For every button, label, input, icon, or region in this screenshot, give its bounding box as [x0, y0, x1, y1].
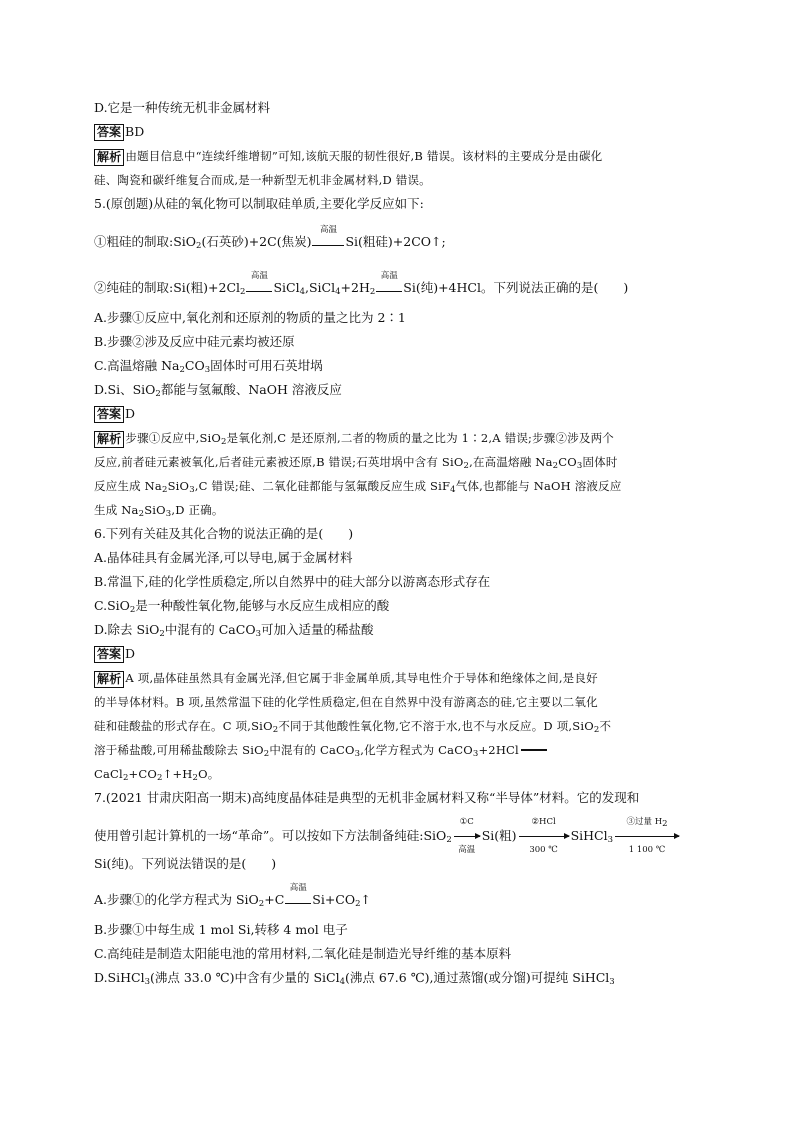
question-5-option-b: B.步骤②涉及反应中硅元素均被还原	[94, 334, 295, 349]
question-6-option-b: B.常温下,硅的化学性质稳定,所以自然界中的硅大部分以游离态形式存在	[94, 574, 491, 589]
explanation-label: 解析	[94, 431, 124, 448]
question-7-line-3: Si(纯)。下列说法错误的是( )	[94, 856, 277, 871]
question-5-reaction-1: ①粗硅的制取:SiO$_2$(石英砂)+2C(焦炭) 高温 Si(粗硅)+2CO↑;	[94, 225, 446, 251]
option-d-previous: D.它是一种传统无机非金属材料	[94, 100, 271, 115]
question-7-line-1: 7.(2021 甘肃庆阳高一期末)高纯度晶体硅是典型的无机非金属材料又称“半导体”材料。它的发现和	[94, 790, 640, 805]
question-7-line-2: 使用曾引起计算机的一场“革命”。可以按如下方法制备纯硅:SiO$_2$ ①C 高温 Si(粗) ②HCl 300 ℃ SiHCl$_3$ ③过量 $H_2$ 1 100 ℃	[94, 816, 706, 848]
answer-label: 答案	[94, 646, 124, 663]
explanation-4-line-2: 硅、陶瓷和碳纤维复合而成,是一种新型无机非金属材料,D 错误。	[94, 173, 431, 187]
answer-4	[94, 120, 706, 144]
explanation-5-line-4: 生成 $Na_2SiO_3,D$ 正确。	[94, 503, 224, 519]
explanation-6-line-3: 硅和硅酸盐的形式存在。C 项,SiO$_2$不同于其他酸性氧化物,它不溶于水,也不与水反应。D 项,SiO$_2$不	[94, 719, 612, 735]
explanation-6-line-5: $CaCl_2+CO_2↑+H_2O$。	[94, 767, 220, 783]
reaction-arrow: ②HCl 300 ℃	[519, 816, 569, 856]
question-7-option-d: D.SiHCl$_3$(沸点 33.0 ℃)中含有少量的 SiCl$_4$(沸点 67.6 ℃),通过蒸馏(或分馏)可提纯 SiHCl$_3$	[94, 970, 615, 987]
reaction-condition: 高温	[312, 237, 344, 250]
answer-value: D	[125, 406, 136, 421]
answer-6	[94, 642, 706, 666]
question-5-option-a: A.步骤①反应中,氧化剂和还原剂的物质的量之比为 2∶1	[94, 310, 406, 325]
question-7-option-c: C.高纯硅是制造太阳能电池的常用材料,二氧化硅是制造光导纤维的基本原料	[94, 946, 512, 961]
question-5-option-d: D.Si、SiO$_2$都能与氢氟酸、NaOH 溶液反应	[94, 382, 342, 399]
explanation-6-line-1: 解析 A 项,晶体硅虽然具有金属光泽,但它属于非金属单质,其导电性介于导体和绝缘体之间,是良好	[94, 666, 706, 690]
reaction-condition: 高温	[376, 283, 402, 296]
reaction-arrow: ①C 高温	[454, 816, 480, 856]
question-6-option-a: A.晶体硅具有金属光泽,可以导电,属于金属材料	[94, 550, 353, 565]
explanation-6-line-4: 溶于稀盐酸,可用稀盐酸除去 SiO$_2$中混有的 CaCO$_3$,化学方程式为 CaCO$_3$+2HCl	[94, 738, 706, 762]
reaction-condition: 高温	[246, 283, 272, 296]
reaction-arrow: ③过量 $H_2$ 1 100 ℃	[615, 816, 679, 856]
explanation-label: 解析	[94, 671, 124, 688]
question-5-option-c: C.高温熔融 $Na_2CO_3$固体时可用石英坩埚	[94, 358, 323, 375]
explanation-label: 解析	[94, 149, 124, 166]
answer-label: 答案	[94, 124, 124, 141]
explanation-4-line-1: 解析 由题目信息中“连续纤维增韧”可知,该航天服的韧性很好,B 错误。该材料的主要成分是由碳化	[94, 144, 706, 168]
answer-5	[94, 402, 706, 426]
explanation-5-line-3: 反应生成 $Na_2SiO_3,C$ 错误;硅、二氧化硅都能与氢氟酸反应生成 SiF$_4$气体,也都能与 NaOH 溶液反应	[94, 479, 622, 495]
question-6-option-c: C.SiO$_2$是一种酸性氧化物,能够与水反应生成相应的酸	[94, 598, 390, 615]
explanation-5-line-2: 反应,前者硅元素被氧化,后者硅元素被还原,B 错误;石英坩埚中含有 SiO$_2$,在高温熔融 $Na_2CO_3$固体时	[94, 455, 618, 471]
reaction-condition: 高温	[285, 895, 311, 908]
question-6-stem: 6.下列有关硅及其化合物的说法正确的是( )	[94, 526, 354, 541]
equals-sign	[521, 743, 547, 751]
answer-value: BD	[125, 124, 145, 139]
question-5-reaction-2: ②纯硅的制取:Si(粗)$+2Cl_2$ 高温 $SiCl_4,SiCl_4+2H_2$ 高温 Si(纯)+4HCl。下列说法正确的是( )	[94, 271, 629, 297]
answer-value: D	[125, 646, 136, 661]
answer-label: 答案	[94, 406, 124, 423]
explanation-6-line-2: 的半导体材料。B 项,虽然常温下硅的化学性质稳定,但在自然界中没有游离态的硅,它主要以二氧化	[94, 695, 598, 709]
question-6-option-d: D.除去 SiO$_2$中混有的 CaCO$_3$可加入适量的稀盐酸	[94, 622, 374, 639]
question-7-option-b: B.步骤①中每生成 1 mol Si,转移 4 mol 电子	[94, 922, 348, 937]
explanation-5-line-1: 解析 步骤①反应中,SiO$_2$是氧化剂,C 是还原剂,二者的物质的量之比为 1∶2,A 错误;步骤②涉及两个	[94, 426, 706, 450]
document-page	[94, 96, 706, 990]
question-7-option-a: A.步骤①的化学方程式为 SiO$_2$+C 高温 $Si+CO_2↑$	[94, 883, 372, 909]
question-5-stem: 5.(原创题)从硅的氧化物可以制取硅单质,主要化学反应如下:	[94, 196, 424, 211]
